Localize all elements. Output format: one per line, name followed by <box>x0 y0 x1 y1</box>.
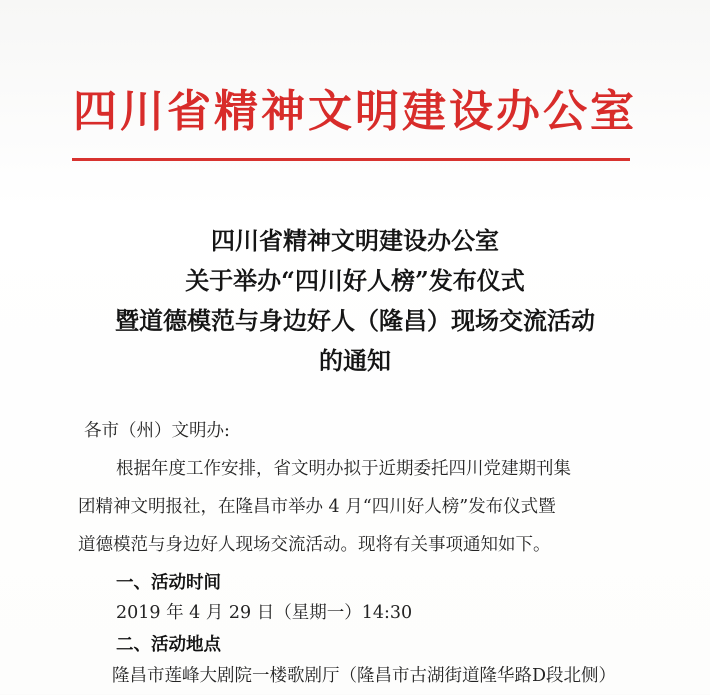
intro-paragraph <box>78 450 638 564</box>
paragraph-line-2: 团精神文明报社，在隆昌市举办 4 月“四川好人榜”发布仪式暨 <box>78 497 556 517</box>
section-heading-location: 二、活动地点 <box>116 635 221 655</box>
salutation: 各市（州）文明办: <box>84 421 230 441</box>
section-value-time: 2019 年 4 月 29 日（星期一）14:30 <box>116 603 413 623</box>
title-line-4: 的通知 <box>319 346 391 375</box>
title-line-2: 关于举办“四川好人榜”发布仪式 <box>185 266 525 295</box>
notice-title <box>0 221 710 381</box>
paragraph-line-1: 根据年度工作安排，省文明办拟于近期委托四川党建期刊集 <box>116 459 571 479</box>
section-value-location: 隆昌市莲峰大剧院一楼歌剧厅（隆昌市古湖街道隆华路D段北侧） <box>112 666 617 686</box>
paragraph-line-3: 道德模范与身边好人现场交流活动。现将有关事项通知如下。 <box>78 535 551 555</box>
title-line-3: 暨道德模范与身边好人（隆昌）现场交流活动 <box>115 306 595 335</box>
title-line-1: 四川省精神文明建设办公室 <box>211 226 499 255</box>
section-heading-time: 一、活动时间 <box>116 573 221 593</box>
letterhead-red-rule <box>72 158 630 161</box>
letterhead-title: 四川省精神文明建设办公室 <box>73 86 637 137</box>
